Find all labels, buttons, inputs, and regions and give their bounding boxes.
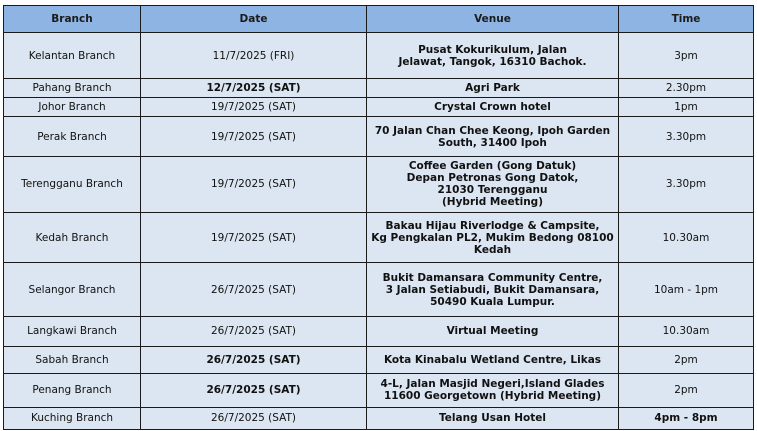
header-branch: Branch: [4, 6, 141, 33]
time-cell: 3pm: [619, 33, 754, 79]
venue-line: Crystal Crown hotel: [434, 101, 551, 114]
time-cell: 2pm: [619, 373, 754, 407]
time-cell: 10.30am: [619, 317, 754, 346]
time-cell: 2.30pm: [619, 79, 754, 98]
venue-line: 21030 Terengganu: [437, 184, 548, 197]
table-row: [4, 98, 754, 117]
venue-line: Kg Pengkalan PL2, Mukim Bedong 08100: [371, 231, 614, 244]
venue-cell: [367, 117, 619, 156]
header-row: [4, 6, 754, 33]
branch-cell: Perak Branch: [4, 117, 141, 156]
venue-line: Coffee Garden (Gong Datuk): [408, 160, 577, 173]
time-cell: 3.30pm: [619, 117, 754, 156]
venue-line: Jelawat, Tangok, 16310 Bachok.: [398, 55, 587, 68]
date-cell: 26/7/2025 (SAT): [141, 263, 367, 317]
table-row: [4, 33, 754, 79]
table-row: [4, 373, 754, 407]
branch-cell: Selangor Branch: [4, 263, 141, 317]
venue-line: Kota Kinabalu Wetland Centre, Likas: [383, 353, 602, 366]
venue-cell: [367, 98, 619, 117]
venue-cell: [367, 373, 619, 407]
branch-schedule-table: [3, 5, 754, 430]
branch-cell: Langkawi Branch: [4, 317, 141, 346]
date-cell: 19/7/2025 (SAT): [141, 98, 367, 117]
venue-cell: [367, 33, 619, 79]
branch-cell: Kuching Branch: [4, 407, 141, 429]
venue-line: Pusat Kokurikulum, Jalan: [418, 43, 567, 56]
table-row: [4, 263, 754, 317]
venue-cell: [367, 407, 619, 429]
header-date: Date: [141, 6, 367, 33]
venue-line: Kedah: [473, 243, 512, 256]
venue-line: Bukit Damansara Community Centre,: [382, 271, 603, 284]
branch-cell: Kedah Branch: [4, 212, 141, 262]
header-venue: Venue: [367, 6, 619, 33]
venue-line: Virtual Meeting: [446, 325, 539, 338]
table-row: [4, 407, 754, 429]
venue-cell: [367, 346, 619, 373]
time-cell: 10.30am: [619, 212, 754, 262]
venue-line: Agri Park: [465, 82, 520, 95]
venue-cell: [367, 212, 619, 262]
time-cell: 4pm - 8pm: [619, 407, 754, 429]
branch-cell: Johor Branch: [4, 98, 141, 117]
header-time: Time: [619, 6, 754, 33]
venue-line: Telang Usan Hotel: [439, 412, 546, 425]
date-cell: 12/7/2025 (SAT): [141, 79, 367, 98]
date-cell: 26/7/2025 (SAT): [141, 407, 367, 429]
venue-line: (Hybrid Meeting): [442, 196, 543, 209]
time-cell: 3.30pm: [619, 156, 754, 212]
date-cell: 26/7/2025 (SAT): [141, 317, 367, 346]
venue-line: 3 Jalan Setiabudi, Bukit Damansara,: [385, 283, 600, 296]
table-row: [4, 212, 754, 262]
venue-line: 70 Jalan Chan Chee Keong, Ipoh Garden: [374, 124, 611, 137]
branch-cell: Sabah Branch: [4, 346, 141, 373]
date-cell: 26/7/2025 (SAT): [141, 346, 367, 373]
time-cell: 2pm: [619, 346, 754, 373]
table-row: [4, 317, 754, 346]
venue-cell: [367, 79, 619, 98]
date-cell: 19/7/2025 (SAT): [141, 212, 367, 262]
venue-line: South, 31400 Ipoh: [438, 136, 547, 149]
branch-cell: Kelantan Branch: [4, 33, 141, 79]
venue-cell: [367, 317, 619, 346]
table-row: [4, 346, 754, 373]
date-cell: 19/7/2025 (SAT): [141, 156, 367, 212]
venue-line: 4-L, Jalan Masjid Negeri,Island Glades: [380, 378, 605, 391]
table-row: [4, 156, 754, 212]
venue-cell: [367, 263, 619, 317]
time-cell: 1pm: [619, 98, 754, 117]
table-row: [4, 117, 754, 156]
venue-line: 50490 Kuala Lumpur.: [430, 295, 555, 308]
time-cell: 10am - 1pm: [619, 263, 754, 317]
venue-line: 11600 Georgetown (Hybrid Meeting): [383, 390, 601, 403]
table-row: [4, 79, 754, 98]
branch-cell: Terengganu Branch: [4, 156, 141, 212]
branch-cell: Pahang Branch: [4, 79, 141, 98]
venue-line: Depan Petronas Gong Datok,: [406, 172, 579, 185]
date-cell: 11/7/2025 (FRI): [141, 33, 367, 79]
venue-cell: [367, 156, 619, 212]
date-cell: 26/7/2025 (SAT): [141, 373, 367, 407]
branch-cell: Penang Branch: [4, 373, 141, 407]
venue-line: Bakau Hijau Riverlodge & Campsite,: [385, 219, 600, 232]
date-cell: 19/7/2025 (SAT): [141, 117, 367, 156]
